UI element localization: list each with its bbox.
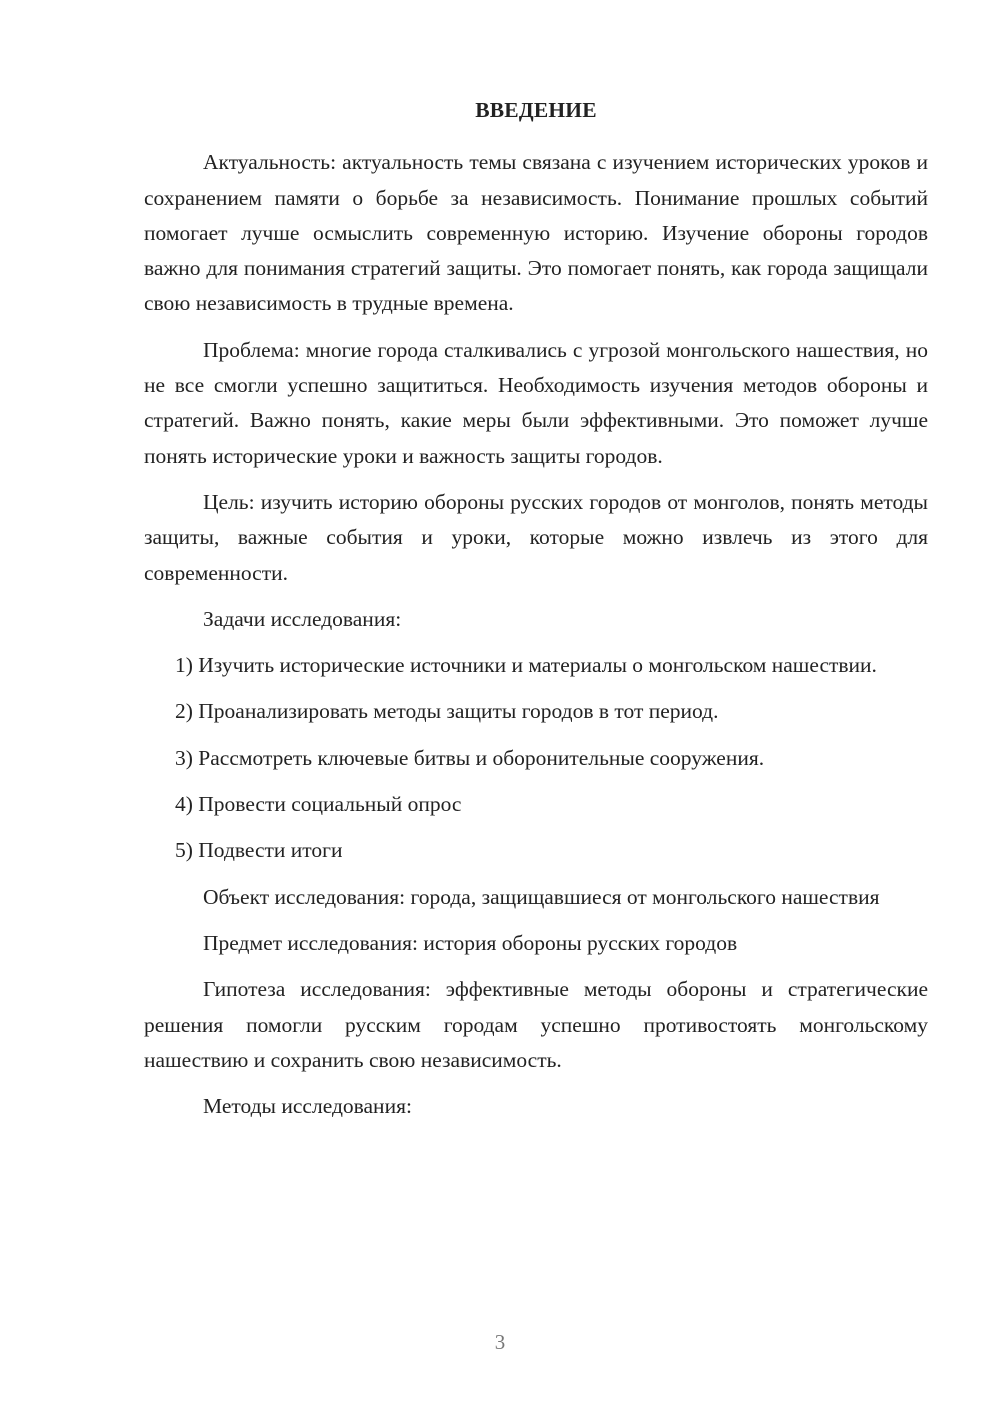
paragraph-subject: Предмет исследования: история обороны русских городов [203, 930, 738, 955]
paragraph-goal: Цель: изучить историю обороны русских городов от монголов, понять методы защиты, важные события и уроки, которые можно извлечь из этого для современности. [144, 489, 928, 585]
paragraph-relevance: Актуальность: актуальность темы связана с изучением исторических уроков и сохранением памяти о борьбе за независимость. Понимание прошлых событий помогает лучше осмыслить современную историю. Изучение обороны городов важно для понимания стратегий защиты. Это помогает понять, как города защищали свою независимость в трудные времена. [144, 150, 928, 316]
task-item-3: 3) Рассмотреть ключевые битвы и оборонительные сооружения. [175, 745, 765, 770]
paragraph-hypothesis: Гипотеза исследования: эффективные методы обороны и стратегические решения помогли русским городам успешно противостоять монгольскому нашествию и сохранить свою независимость. [144, 977, 928, 1072]
section-title: ВВЕДЕНИЕ [475, 98, 597, 122]
tasks-heading: Задачи исследования: [203, 606, 402, 631]
task-item-2: 2) Проанализировать методы защиты городов в тот период. [175, 699, 719, 724]
page-number: 3 [494, 1330, 506, 1354]
task-item-4: 4) Провести социальный опрос [175, 792, 462, 817]
task-item-1: 1) Изучить исторические источники и материалы о монгольском нашествии. [175, 653, 877, 678]
page-content [144, 93, 928, 1135]
methods-heading: Методы исследования: [203, 1094, 412, 1119]
paragraph-problem: Проблема: многие города сталкивались с угрозой монгольского нашествия, но не все смогли успешно защититься. Необходимость изучения методов обороны и стратегий. Важно понять, какие меры были эффективными. Это поможет лучше понять исторические уроки и важность защиты городов. [144, 337, 928, 468]
paragraph-object: Объект исследования: города, защищавшиеся от монгольского нашествия [203, 884, 880, 909]
task-item-5: 5) Подвести итоги [175, 838, 343, 863]
